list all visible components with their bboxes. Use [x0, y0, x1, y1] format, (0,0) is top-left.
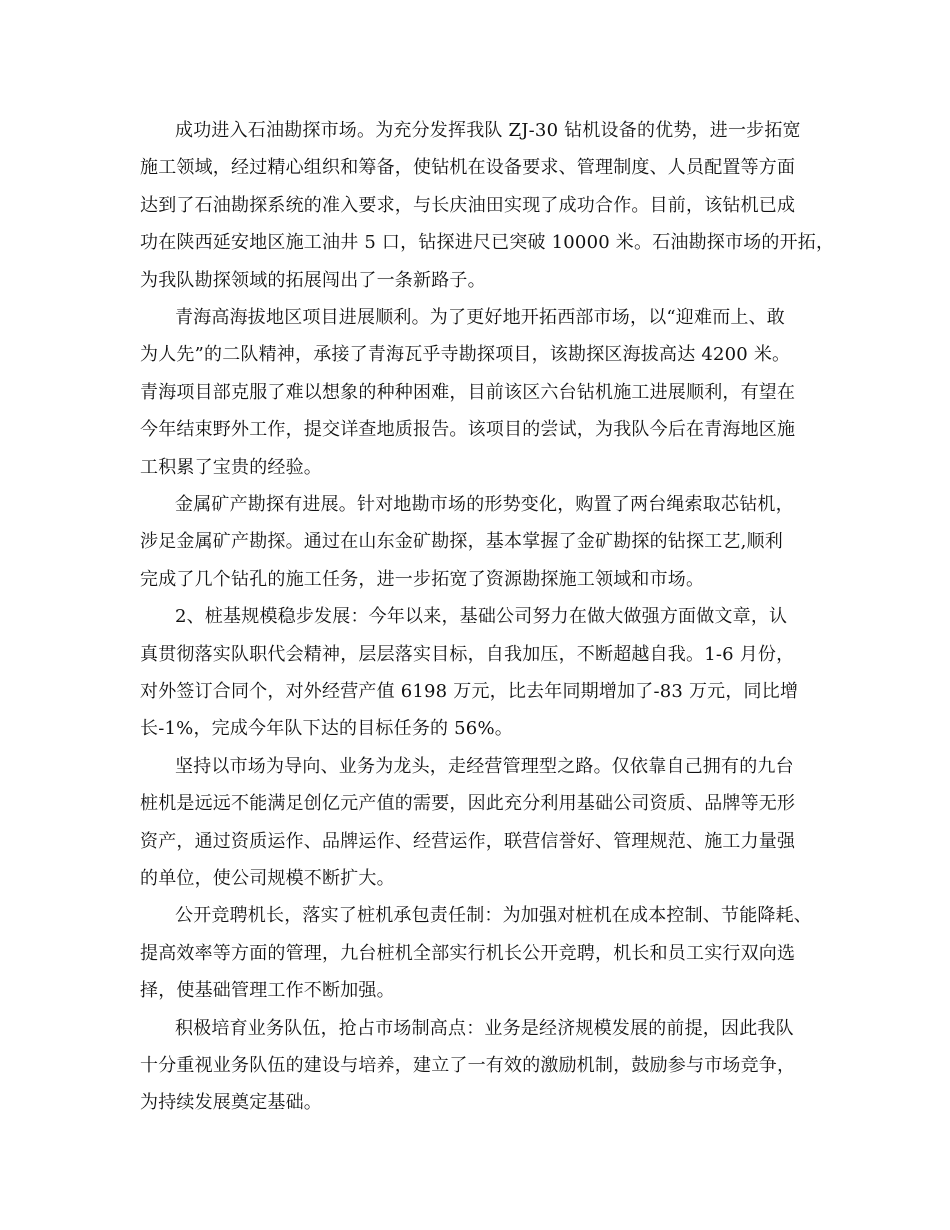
- paragraph-line: 真贯彻落实队职代会精神，层层落实目标，自我加压，不断超越自我。1-6 月份，: [140, 643, 795, 665]
- paragraph-line: 长-1%，完成今年队下达的目标任务的 56%。: [140, 718, 513, 740]
- paragraph-line: 达到了石油勘探系统的准入要求，与长庆油田实现了成功合作。目前，该钻机已成: [140, 194, 796, 216]
- paragraph-line: 今年结束野外工作，提交详查地质报告。该项目的尝试，为我队今后在青海地区施: [140, 419, 796, 441]
- paragraph-line: 十分重视业务队伍的建设与培养，建立了一有效的激励机制，鼓励参与市场竞争，: [140, 1055, 796, 1076]
- paragraph-line: 施工领域，经过精心组织和筹备，使钻机在设备要求、管理制度、人员配置等方面: [140, 157, 796, 179]
- paragraph-line: 择，使基础管理工作不断加强。: [140, 980, 395, 1002]
- paragraph-line: 工积累了宝贵的经验。: [140, 456, 322, 478]
- paragraph-first-line: 积极培育业务队伍，抢占市场制高点：业务是经济规模发展的前提，因此我队: [175, 1017, 794, 1039]
- paragraph-line: 完成了几个钻孔的施工任务，进一步拓宽了资源勘探施工领域和市场。: [140, 568, 705, 590]
- paragraph-line: 为人先”的二队精神，承接了青海瓦乎寺勘探项目，该勘探区海拔高达 4200 米。: [140, 344, 791, 366]
- paragraph-line: 提高效率等方面的管理，九台桩机全部实行机长公开竞聘，机长和员工实行双向选: [140, 942, 796, 964]
- paragraph-first-line: 成功进入石油勘探市场。为充分发挥我队 ZJ-30 钻机设备的优势，进一步拓宽: [175, 120, 801, 141]
- paragraph-line: 为我队勘探领域的拓展闯出了一条新路子。: [140, 269, 486, 291]
- paragraph-line: 青海项目部克服了难以想象的种种困难，目前该区六台钻机施工进展顺利，有望在: [140, 381, 796, 403]
- paragraph-line: 资产，通过资质运作、品牌运作、经营运作，联营信誉好、管理规范、施工力量强: [140, 830, 796, 852]
- paragraph-line: 为持续发展奠定基础。: [140, 1092, 322, 1114]
- paragraph-first-line: 坚持以市场为导向、业务为龙头，走经营管理型之路。仅依靠自己拥有的九台: [175, 755, 794, 777]
- paragraph-first-line: 公开竞聘机长，落实了桩机承包责任制：为加强对桩机在成本控制、节能降耗、: [175, 905, 812, 927]
- paragraph-line: 桩机是远远不能满足创亿元产值的需要，因此充分利用基础公司资质、品牌等无形: [140, 793, 796, 815]
- paragraph-first-line: 青海高海拔地区项目进展顺利。为了更好地开拓西部市场，以“迎难而上、敢: [175, 307, 785, 328]
- paragraph-line: 功在陕西延安地区施工油井 5 口，钻探进尺已突破 10000 米。石油勘探市场的开拓，: [140, 232, 835, 254]
- paragraph-line: 涉足金属矿产勘探。通过在山东金矿勘探，基本掌握了金矿勘探的钻探工艺,顺利: [140, 531, 783, 553]
- paragraph-line: 的单位，使公司规模不断扩大。: [140, 868, 395, 889]
- paragraph-first-line: 金属矿产勘探有进展。针对地勘市场的形势变化，购置了两台绳索取芯钻机，: [175, 494, 794, 515]
- paragraph-line: 对外签订合同个，对外经营产值 6198 万元，比去年同期增加了-83 万元，同比增: [140, 681, 799, 702]
- paragraph-first-line: 2、桩基规模稳步发展：今年以来，基础公司努力在做大做强方面做文章，认: [175, 606, 788, 628]
